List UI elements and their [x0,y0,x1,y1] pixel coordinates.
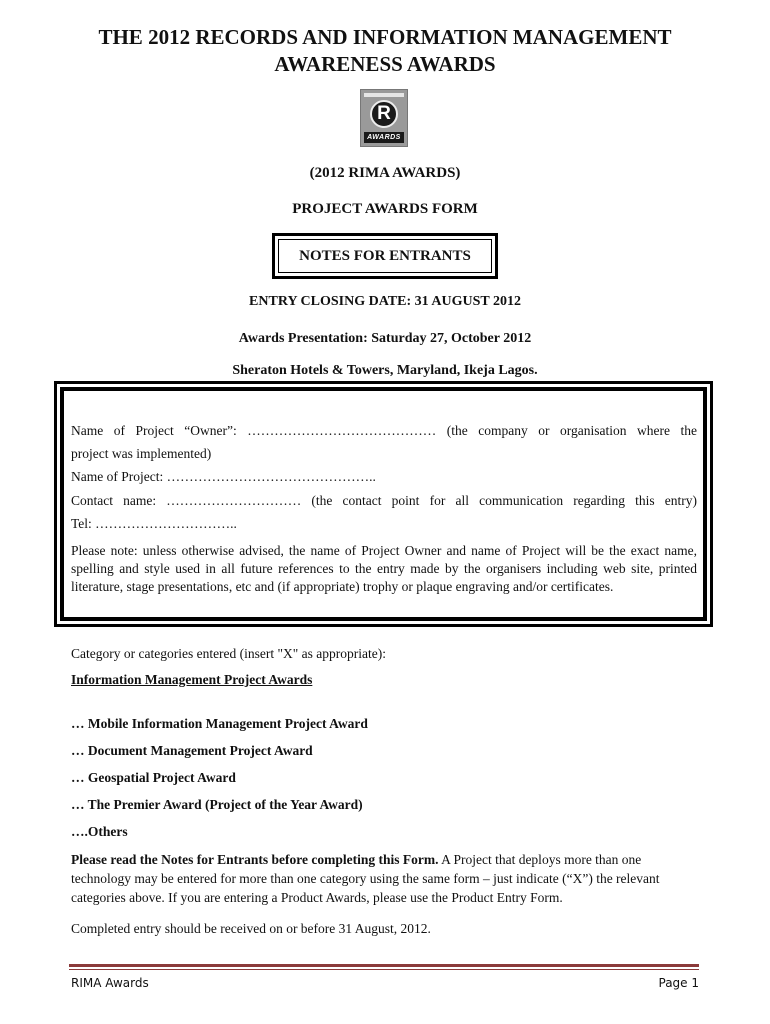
venue: Sheraton Hotels & Towers, Maryland, Ikeja Lagos. [232,363,538,378]
title-line-2: AWARENESS AWARDS [274,52,496,76]
logo-word-bar [364,132,404,143]
subtitle: (2012 RIMA AWARDS) [309,165,461,181]
category-option[interactable]: … Document Management Project Award [71,743,313,758]
footer-rule-thin [69,969,699,970]
notes-for-entrants-label: NOTES FOR ENTRANTS [278,239,492,273]
project-owner-field[interactable]: Name of Project “Owner”: …………………………………… (the company or organisation where the [71,423,697,438]
category-option[interactable]: … The Premier Award (Project of the Year Award) [71,797,363,812]
instructions-paragraph [71,850,701,907]
please-note-paragraph: Please note: unless otherwise advised, the name of Project Owner and name of Project will be the exact name, spelling and style used in all future references to the entry made by the organisers including web site, printed literature, stage presentations, etc and (if appropriate) trophy or plaque engraving and/or certificates. [71,543,697,594]
footer-left: RIMA Awards [71,976,149,990]
category-option[interactable]: … Mobile Information Management Project Award [71,716,368,731]
completed-entry-note: Completed entry should be received on or before 31 August, 2012. [71,921,431,936]
category-option[interactable]: … Geospatial Project Award [71,770,236,785]
form-title: PROJECT AWARDS FORM [292,201,478,217]
categories-intro: Category or categories entered (insert "X" as appropriate): [71,646,387,661]
logo-top-band [364,93,404,97]
notes-for-entrants-box [272,233,498,279]
categories-heading: Information Management Project Awards [71,672,313,687]
logo-circle [370,100,398,128]
presentation-date: Awards Presentation: Saturday 27, October 2012 [238,331,532,346]
tel-field[interactable]: Tel: ………………………….. [71,516,237,531]
logo-word: AWARDS [367,134,401,141]
title-line-1: THE 2012 RECORDS AND INFORMATION MANAGEMENT [98,25,672,49]
closing-date: ENTRY CLOSING DATE: 31 AUGUST 2012 [249,294,521,309]
instructions-rest: A Project that deploys more than one technology may be entered for more than one category using the same form – just indicate (“X”) the relevant categories above. If you are entering a Product Awards, please use the Product Entry Form. [71,852,660,905]
contact-name-field[interactable]: Contact name: ………………………… (the contact point for all communication regarding this entry) [71,493,697,508]
project-owner-field-note: project was implemented) [71,446,212,461]
instructions-bold: Please read the Notes for Entrants before completing this Form. [71,852,439,867]
page-number: Page 1 [658,976,699,990]
document-title [40,24,730,78]
footer-rule [69,964,699,967]
category-option[interactable]: ….Others [71,824,128,839]
project-name-field[interactable]: Name of Project: ……………………………………….. [71,469,376,484]
rima-awards-logo [360,89,408,147]
logo-letter: R [377,103,391,124]
